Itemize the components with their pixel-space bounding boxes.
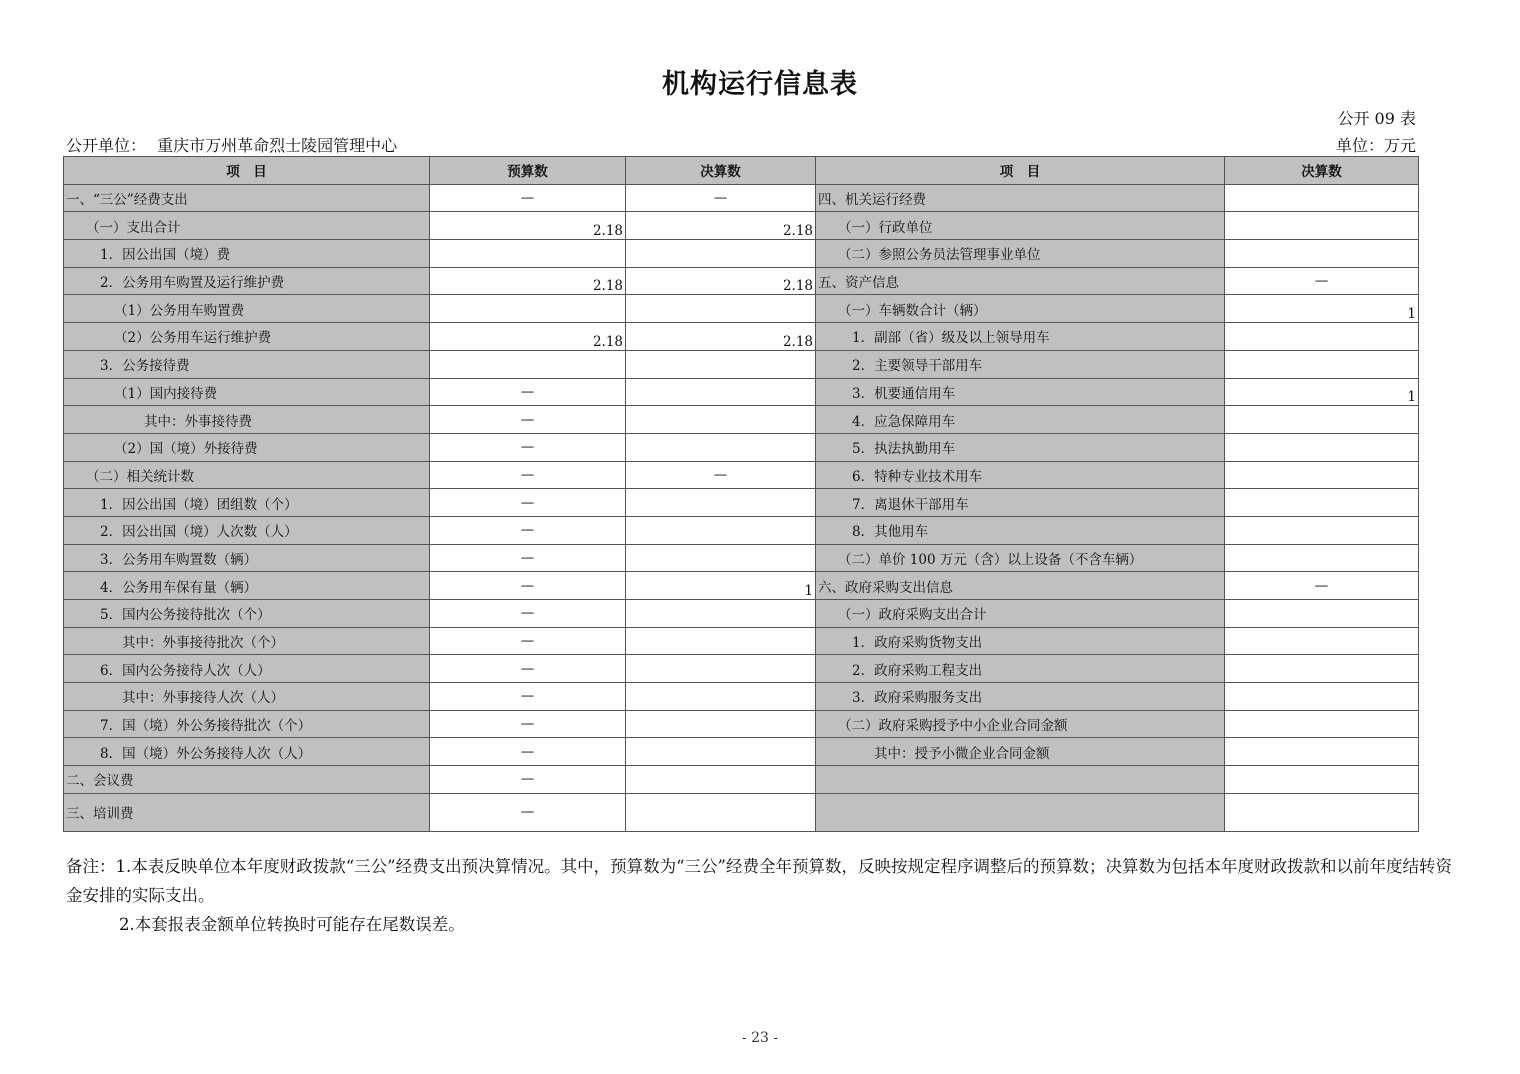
row-final-value bbox=[626, 600, 816, 628]
row-final-value bbox=[626, 295, 816, 323]
row-final-value-right bbox=[1225, 184, 1419, 212]
row-final-value: 2.18 bbox=[626, 212, 816, 240]
row-final-value-right bbox=[1225, 655, 1419, 683]
row-budget-value: — bbox=[430, 766, 626, 794]
row-item-label: 1．因公出国（境）费 bbox=[64, 240, 430, 268]
row-final-value-right bbox=[1225, 600, 1419, 628]
row-item-label: 3．公务接待费 bbox=[64, 350, 430, 378]
row-final-value-right bbox=[1225, 433, 1419, 461]
header-final: 决算数 bbox=[626, 157, 816, 185]
row-item-label-right bbox=[816, 766, 1225, 794]
row-final-value-right bbox=[1225, 544, 1419, 572]
row-final-value: — bbox=[626, 184, 816, 212]
row-final-value-right bbox=[1225, 212, 1419, 240]
row-final-value-right bbox=[1225, 489, 1419, 517]
row-item-label: 8．国（境）外公务接待人次（人） bbox=[64, 738, 430, 766]
row-item-label-right: （一）行政单位 bbox=[816, 212, 1225, 240]
row-final-value bbox=[626, 627, 816, 655]
row-final-value bbox=[626, 350, 816, 378]
reporting-unit bbox=[66, 133, 397, 156]
row-budget-value: — bbox=[430, 378, 626, 406]
row-budget-value: — bbox=[430, 406, 626, 434]
row-final-value bbox=[626, 683, 816, 711]
row-final-value bbox=[626, 406, 816, 434]
table-row bbox=[64, 655, 1419, 683]
row-item-label: （1）公务用车购置费 bbox=[64, 295, 430, 323]
header-final-right: 决算数 bbox=[1225, 157, 1419, 185]
row-final-value-right: — bbox=[1225, 572, 1419, 600]
row-budget-value: — bbox=[430, 489, 626, 517]
row-final-value-right bbox=[1225, 461, 1419, 489]
row-budget-value: 2.18 bbox=[430, 267, 626, 295]
row-item-label: 3．公务用车购置数（辆） bbox=[64, 544, 430, 572]
row-item-label-right: 3．机要通信用车 bbox=[816, 378, 1225, 406]
row-item-label: （二）相关统计数 bbox=[64, 461, 430, 489]
page-title: 机构运行信息表 bbox=[662, 69, 858, 100]
table-row bbox=[64, 433, 1419, 461]
row-final-value-right: — bbox=[1225, 267, 1419, 295]
table-row bbox=[64, 516, 1419, 544]
header-item: 项 目 bbox=[64, 157, 430, 185]
header-row bbox=[64, 157, 1419, 185]
row-budget-value: — bbox=[430, 655, 626, 683]
row-item-label: （2）公务用车运行维护费 bbox=[64, 323, 430, 351]
table-row bbox=[64, 738, 1419, 766]
row-budget-value: — bbox=[430, 600, 626, 628]
row-final-value: 1 bbox=[626, 572, 816, 600]
note-1: 备注：1.本表反映单位本年度财政拨款“三公”经费支出预决算情况。其中，预算数为“三公”经费全年预算数，反映按规定程序调整后的预算数；决算数为包括本年度财政拨款和以前年度结转资金安排的实际支出。 bbox=[66, 857, 1452, 905]
table-row bbox=[64, 710, 1419, 738]
row-item-label-right: 4．应急保障用车 bbox=[816, 406, 1225, 434]
row-final-value bbox=[626, 378, 816, 406]
table-row bbox=[64, 378, 1419, 406]
row-final-value bbox=[626, 766, 816, 794]
row-final-value-right bbox=[1225, 350, 1419, 378]
row-item-label-right: 3．政府采购服务支出 bbox=[816, 683, 1225, 711]
table-row bbox=[64, 406, 1419, 434]
row-item-label: 三、培训费 bbox=[64, 793, 430, 831]
row-budget-value: — bbox=[430, 516, 626, 544]
table-row bbox=[64, 627, 1419, 655]
row-item-label: 二、会议费 bbox=[64, 766, 430, 794]
row-item-label-right: （二）参照公务员法管理事业单位 bbox=[816, 240, 1225, 268]
row-item-label-right: 8．其他用车 bbox=[816, 516, 1225, 544]
row-item-label-right: 1．政府采购货物支出 bbox=[816, 627, 1225, 655]
row-item-label-right: 六、政府采购支出信息 bbox=[816, 572, 1225, 600]
row-final-value bbox=[626, 544, 816, 572]
table-row bbox=[64, 184, 1419, 212]
row-item-label: 其中：外事接待人次（人） bbox=[64, 683, 430, 711]
row-item-label-right: 5．执法执勤用车 bbox=[816, 433, 1225, 461]
row-final-value: 2.18 bbox=[626, 267, 816, 295]
currency-unit: 单位：万元 bbox=[1335, 136, 1416, 155]
row-item-label-right: （二）政府采购授予中小企业合同金额 bbox=[816, 710, 1225, 738]
table-row bbox=[64, 793, 1419, 831]
table-row bbox=[64, 212, 1419, 240]
row-budget-value bbox=[430, 350, 626, 378]
table-row bbox=[64, 350, 1419, 378]
row-final-value bbox=[626, 516, 816, 544]
row-item-label: 一、“三公”经费支出 bbox=[64, 184, 430, 212]
row-budget-value: 2.18 bbox=[430, 323, 626, 351]
reporting-unit-name: 重庆市万州革命烈士陵园管理中心 bbox=[157, 136, 398, 155]
row-budget-value: — bbox=[430, 433, 626, 461]
page-number: - 23 - bbox=[741, 1030, 779, 1046]
row-budget-value bbox=[430, 295, 626, 323]
row-item-label: 其中：外事接待批次（个） bbox=[64, 627, 430, 655]
row-item-label: （2）国（境）外接待费 bbox=[64, 433, 430, 461]
row-final-value-right bbox=[1225, 516, 1419, 544]
row-final-value bbox=[626, 655, 816, 683]
table-row bbox=[64, 766, 1419, 794]
row-item-label-right: 其中：授予小微企业合同金额 bbox=[816, 738, 1225, 766]
row-item-label: 2．因公出国（境）人次数（人） bbox=[64, 516, 430, 544]
table-row bbox=[64, 323, 1419, 351]
header-item-right: 项 目 bbox=[816, 157, 1225, 185]
row-item-label-right: 6．特种专业技术用车 bbox=[816, 461, 1225, 489]
table-row bbox=[64, 295, 1419, 323]
row-budget-value: — bbox=[430, 572, 626, 600]
row-budget-value: — bbox=[430, 738, 626, 766]
row-final-value-right: 1 bbox=[1225, 378, 1419, 406]
row-item-label-right: 五、资产信息 bbox=[816, 267, 1225, 295]
row-item-label-right: （二）单价 100 万元（含）以上设备（不含车辆） bbox=[816, 544, 1225, 572]
row-item-label: 5．国内公务接待批次（个） bbox=[64, 600, 430, 628]
row-final-value-right bbox=[1225, 323, 1419, 351]
table-row bbox=[64, 600, 1419, 628]
row-final-value-right bbox=[1225, 406, 1419, 434]
row-item-label: 4．公务用车保有量（辆） bbox=[64, 572, 430, 600]
row-budget-value: — bbox=[430, 683, 626, 711]
table-row bbox=[64, 489, 1419, 517]
row-item-label-right: 7．离退休干部用车 bbox=[816, 489, 1225, 517]
row-final-value bbox=[626, 433, 816, 461]
table-row bbox=[64, 544, 1419, 572]
row-item-label-right: （一）政府采购支出合计 bbox=[816, 600, 1225, 628]
row-item-label: （1）国内接待费 bbox=[64, 378, 430, 406]
form-number: 公开 09 表 bbox=[1337, 109, 1416, 128]
row-final-value bbox=[626, 710, 816, 738]
header-budget: 预算数 bbox=[430, 157, 626, 185]
row-final-value-right bbox=[1225, 710, 1419, 738]
row-item-label-right: （一）车辆数合计（辆） bbox=[816, 295, 1225, 323]
table-row bbox=[64, 461, 1419, 489]
row-budget-value: 2.18 bbox=[430, 212, 626, 240]
row-final-value: — bbox=[626, 461, 816, 489]
row-final-value bbox=[626, 793, 816, 831]
table-row bbox=[64, 572, 1419, 600]
row-item-label-right: 2．政府采购工程支出 bbox=[816, 655, 1225, 683]
row-item-label: 其中：外事接待费 bbox=[64, 406, 430, 434]
row-item-label: 1．因公出国（境）团组数（个） bbox=[64, 489, 430, 517]
row-budget-value: — bbox=[430, 710, 626, 738]
row-final-value-right bbox=[1225, 766, 1419, 794]
row-final-value-right bbox=[1225, 240, 1419, 268]
reporting-unit-label: 公开单位： bbox=[66, 136, 147, 155]
row-budget-value: — bbox=[430, 793, 626, 831]
row-item-label-right: 2．主要领导干部用车 bbox=[816, 350, 1225, 378]
info-table bbox=[63, 156, 1419, 832]
row-budget-value: — bbox=[430, 184, 626, 212]
row-budget-value: — bbox=[430, 461, 626, 489]
row-final-value-right bbox=[1225, 793, 1419, 831]
row-item-label: （一）支出合计 bbox=[64, 212, 430, 240]
notes bbox=[66, 852, 1456, 939]
note-2: 2.本套报表金额单位转换时可能存在尾数误差。 bbox=[119, 915, 465, 934]
row-final-value-right bbox=[1225, 683, 1419, 711]
row-budget-value: — bbox=[430, 627, 626, 655]
row-item-label-right: 四、机关运行经费 bbox=[816, 184, 1225, 212]
row-budget-value: — bbox=[430, 544, 626, 572]
row-item-label: 2．公务用车购置及运行维护费 bbox=[64, 267, 430, 295]
row-item-label: 7．国（境）外公务接待批次（个） bbox=[64, 710, 430, 738]
row-final-value-right bbox=[1225, 738, 1419, 766]
row-final-value: 2.18 bbox=[626, 323, 816, 351]
row-final-value-right bbox=[1225, 627, 1419, 655]
table-row bbox=[64, 240, 1419, 268]
row-item-label-right: 1．副部（省）级及以上领导用车 bbox=[816, 323, 1225, 351]
row-item-label-right bbox=[816, 793, 1225, 831]
row-final-value bbox=[626, 738, 816, 766]
row-final-value bbox=[626, 489, 816, 517]
row-budget-value bbox=[430, 240, 626, 268]
table-row bbox=[64, 267, 1419, 295]
row-final-value bbox=[626, 240, 816, 268]
table-row bbox=[64, 683, 1419, 711]
row-final-value-right: 1 bbox=[1225, 295, 1419, 323]
row-item-label: 6．国内公务接待人次（人） bbox=[64, 655, 430, 683]
